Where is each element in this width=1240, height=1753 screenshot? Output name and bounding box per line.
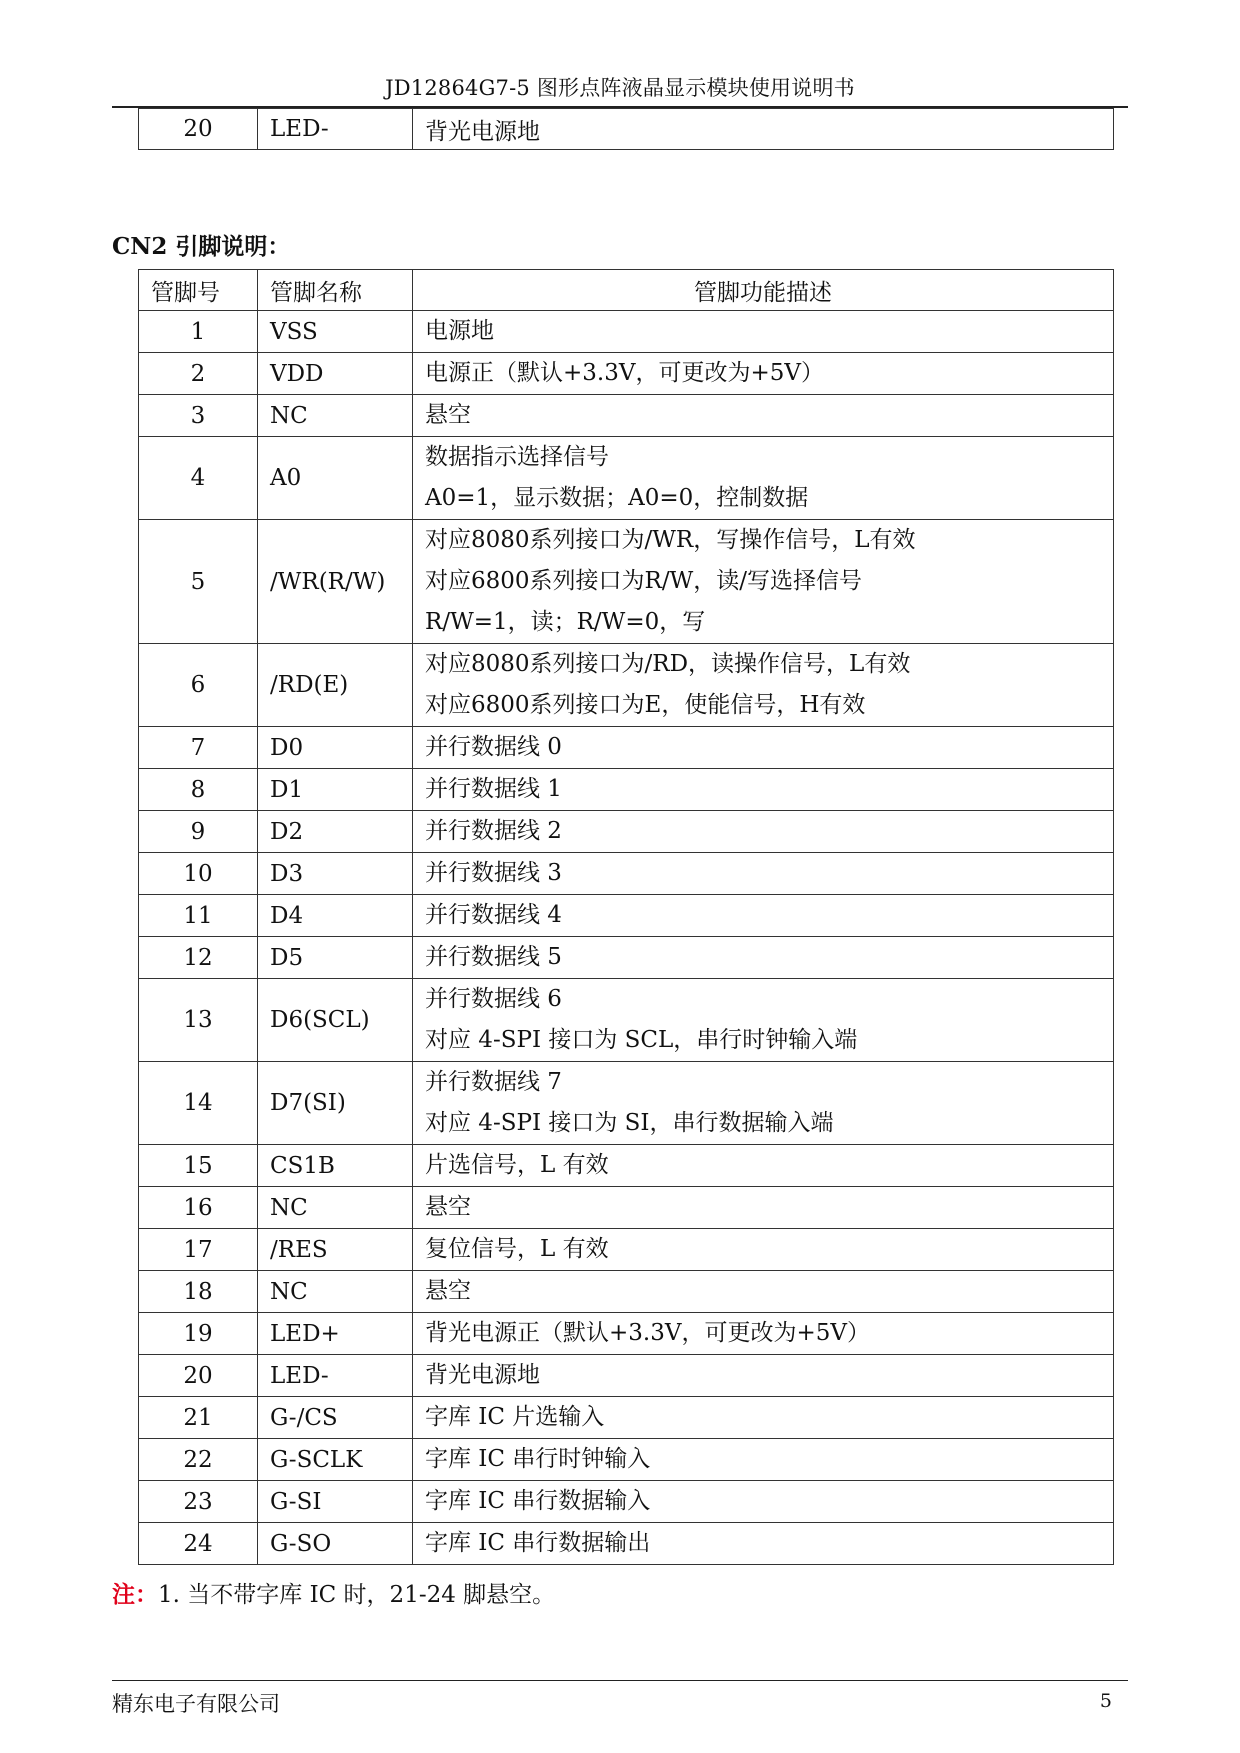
pin-description-line: 电源正（默认+3.3V，可更改为+5V） [425, 360, 824, 386]
pin-description [413, 1397, 1114, 1439]
pin-name: CS1B [258, 1145, 413, 1187]
pin-number: 3 [139, 395, 258, 437]
pin-number: 7 [139, 727, 258, 769]
table-row [139, 1062, 1114, 1145]
page-number: 5 [1099, 1690, 1112, 1712]
table-row [139, 979, 1114, 1062]
table-header-row [139, 270, 1114, 311]
pin-description-line: 字库 IC 串行时钟输入 [425, 1446, 651, 1472]
pin-number: 19 [139, 1313, 258, 1355]
pin-name: /WR(R/W) [258, 520, 413, 644]
pin-name: NC [258, 395, 413, 437]
pin-description [413, 1313, 1114, 1355]
pin-name: VSS [258, 311, 413, 353]
pin-number: 14 [139, 1062, 258, 1145]
pin-description [413, 769, 1114, 811]
pin-name: D3 [258, 853, 413, 895]
pin-description [413, 1145, 1114, 1187]
pin-number: 17 [139, 1229, 258, 1271]
pin-description [413, 1271, 1114, 1313]
pin-number: 6 [139, 644, 258, 727]
footer-company: 精东电子有限公司 [112, 1692, 280, 1716]
table-row [139, 1271, 1114, 1313]
table-row [139, 811, 1114, 853]
pin-number: 20 [139, 109, 258, 150]
pin-number: 18 [139, 1271, 258, 1313]
pin-description-line: 数据指示选择信号 [425, 444, 609, 470]
table-row [139, 1397, 1114, 1439]
pin-description-line: 片选信号，L 有效 [425, 1152, 609, 1178]
pin-description-line: 字库 IC 串行数据输入 [425, 1488, 651, 1514]
pin-description-line: 并行数据线 1 [425, 776, 562, 802]
pin-description-line: 并行数据线 7 [425, 1069, 562, 1095]
pin-description-line: 悬空 [425, 402, 471, 428]
pin-description [413, 979, 1114, 1062]
pin-description [413, 1355, 1114, 1397]
pin-name: D5 [258, 937, 413, 979]
pin-number: 24 [139, 1523, 258, 1565]
table-row [139, 311, 1114, 353]
pin-description-line: 复位信号，L 有效 [425, 1236, 609, 1262]
pin-number: 23 [139, 1481, 258, 1523]
pin-number: 21 [139, 1397, 258, 1439]
pin-description-line: 并行数据线 4 [425, 902, 562, 928]
pin-description-line: 并行数据线 2 [425, 818, 562, 844]
pin-name: G-/CS [258, 1397, 413, 1439]
pin-number: 11 [139, 895, 258, 937]
pin-description [413, 1481, 1114, 1523]
pin-description-line: 对应6800系列接口为E，使能信号，H有效 [425, 692, 866, 718]
table-row [139, 769, 1114, 811]
pin-description-line: 对应 4-SPI 接口为 SCL，串行时钟输入端 [425, 1027, 858, 1053]
pin-name: D0 [258, 727, 413, 769]
pin-description-line: 字库 IC 片选输入 [425, 1404, 605, 1430]
table-row [139, 644, 1114, 727]
pin-description-line: 电源地 [425, 318, 494, 344]
pin-description [413, 811, 1114, 853]
table-row [139, 1313, 1114, 1355]
table-row [139, 1229, 1114, 1271]
pin-description-line: 背光电源正（默认+3.3V，可更改为+5V） [425, 1320, 870, 1346]
footer-divider [112, 1680, 1128, 1681]
section-title: CN2 引脚说明： [112, 233, 291, 260]
pin-name: LED+ [258, 1313, 413, 1355]
pin-name: G-SO [258, 1523, 413, 1565]
table-row [139, 1145, 1114, 1187]
table-row [139, 1481, 1114, 1523]
pin-description-line: A0=1，显示数据；A0=0，控制数据 [425, 485, 809, 511]
table-row [139, 1187, 1114, 1229]
note-label: 注： [112, 1581, 158, 1608]
header-pin-name: 管脚名称 [258, 270, 413, 311]
pin-description-line: 字库 IC 串行数据输出 [425, 1530, 651, 1556]
pin-description [413, 1439, 1114, 1481]
pin-number: 8 [139, 769, 258, 811]
pin-number: 22 [139, 1439, 258, 1481]
cn2-pin-table [138, 269, 1114, 1565]
pin-description [413, 727, 1114, 769]
table-row [139, 353, 1114, 395]
pin-description [413, 395, 1114, 437]
pin-description [413, 311, 1114, 353]
pin-description [413, 1062, 1114, 1145]
pin-name: G-SCLK [258, 1439, 413, 1481]
pin-description-line: 悬空 [425, 1194, 471, 1220]
pin-name: G-SI [258, 1481, 413, 1523]
header-pin-description: 管脚功能描述 [413, 270, 1114, 311]
table-row [139, 109, 1114, 150]
table-row [139, 395, 1114, 437]
pin-description-line: 并行数据线 6 [425, 986, 562, 1012]
pin-description [413, 895, 1114, 937]
footnote [112, 1576, 555, 1609]
pin-description-line: R/W=1，读；R/W=0，写 [425, 609, 706, 635]
header-pin-number: 管脚号 [139, 270, 258, 311]
table-row [139, 1355, 1114, 1397]
table-row [139, 1523, 1114, 1565]
table-row [139, 895, 1114, 937]
pin-description-line: 并行数据线 0 [425, 734, 562, 760]
pin-name: D6(SCL) [258, 979, 413, 1062]
pin-number: 9 [139, 811, 258, 853]
pin-number: 13 [139, 979, 258, 1062]
pin-number: 5 [139, 520, 258, 644]
pin-name: /RD(E) [258, 644, 413, 727]
pin-number: 16 [139, 1187, 258, 1229]
pin-name: LED- [258, 1355, 413, 1397]
pin-description-line: 并行数据线 3 [425, 860, 562, 886]
pin-description [413, 1229, 1114, 1271]
pin-name: NC [258, 1187, 413, 1229]
pin-description [413, 1523, 1114, 1565]
pin-number: 12 [139, 937, 258, 979]
pin-number: 15 [139, 1145, 258, 1187]
table-row [139, 520, 1114, 644]
note-text: 1. 当不带字库 IC 时，21-24 脚悬空。 [158, 1582, 556, 1608]
pin-description-line: 对应6800系列接口为R/W，读/写选择信号 [425, 568, 862, 594]
table-row [139, 727, 1114, 769]
pin-description [413, 437, 1114, 520]
pin-name: VDD [258, 353, 413, 395]
pin-name: D4 [258, 895, 413, 937]
pin-description [413, 520, 1114, 644]
pin-name: D1 [258, 769, 413, 811]
pin-name: /RES [258, 1229, 413, 1271]
continued-pin-table [138, 108, 1114, 150]
pin-name: A0 [258, 437, 413, 520]
pin-number: 1 [139, 311, 258, 353]
page-header-title: JD12864G7-5 图形点阵液晶显示模块使用说明书 [385, 76, 855, 100]
pin-number: 10 [139, 853, 258, 895]
pin-number: 2 [139, 353, 258, 395]
pin-description [413, 937, 1114, 979]
pin-description-line: 悬空 [425, 1278, 471, 1304]
pin-name: D7(SI) [258, 1062, 413, 1145]
pin-description [413, 353, 1114, 395]
pin-description: 背光电源地 [413, 109, 1114, 150]
pin-description [413, 853, 1114, 895]
table-row [139, 853, 1114, 895]
table-row [139, 437, 1114, 520]
pin-description [413, 644, 1114, 727]
pin-description [413, 1187, 1114, 1229]
table-row [139, 1439, 1114, 1481]
pin-name: D2 [258, 811, 413, 853]
pin-description-line: 对应8080系列接口为/WR，写操作信号，L有效 [425, 527, 916, 553]
pin-name: LED- [258, 109, 413, 150]
pin-description-line: 并行数据线 5 [425, 944, 562, 970]
pin-number: 4 [139, 437, 258, 520]
pin-description-line: 背光电源地 [425, 1362, 540, 1388]
pin-number: 20 [139, 1355, 258, 1397]
pin-description-line: 对应8080系列接口为/RD，读操作信号，L有效 [425, 651, 911, 677]
pin-name: NC [258, 1271, 413, 1313]
table-row [139, 937, 1114, 979]
pin-description-line: 对应 4-SPI 接口为 SI，串行数据输入端 [425, 1110, 834, 1136]
